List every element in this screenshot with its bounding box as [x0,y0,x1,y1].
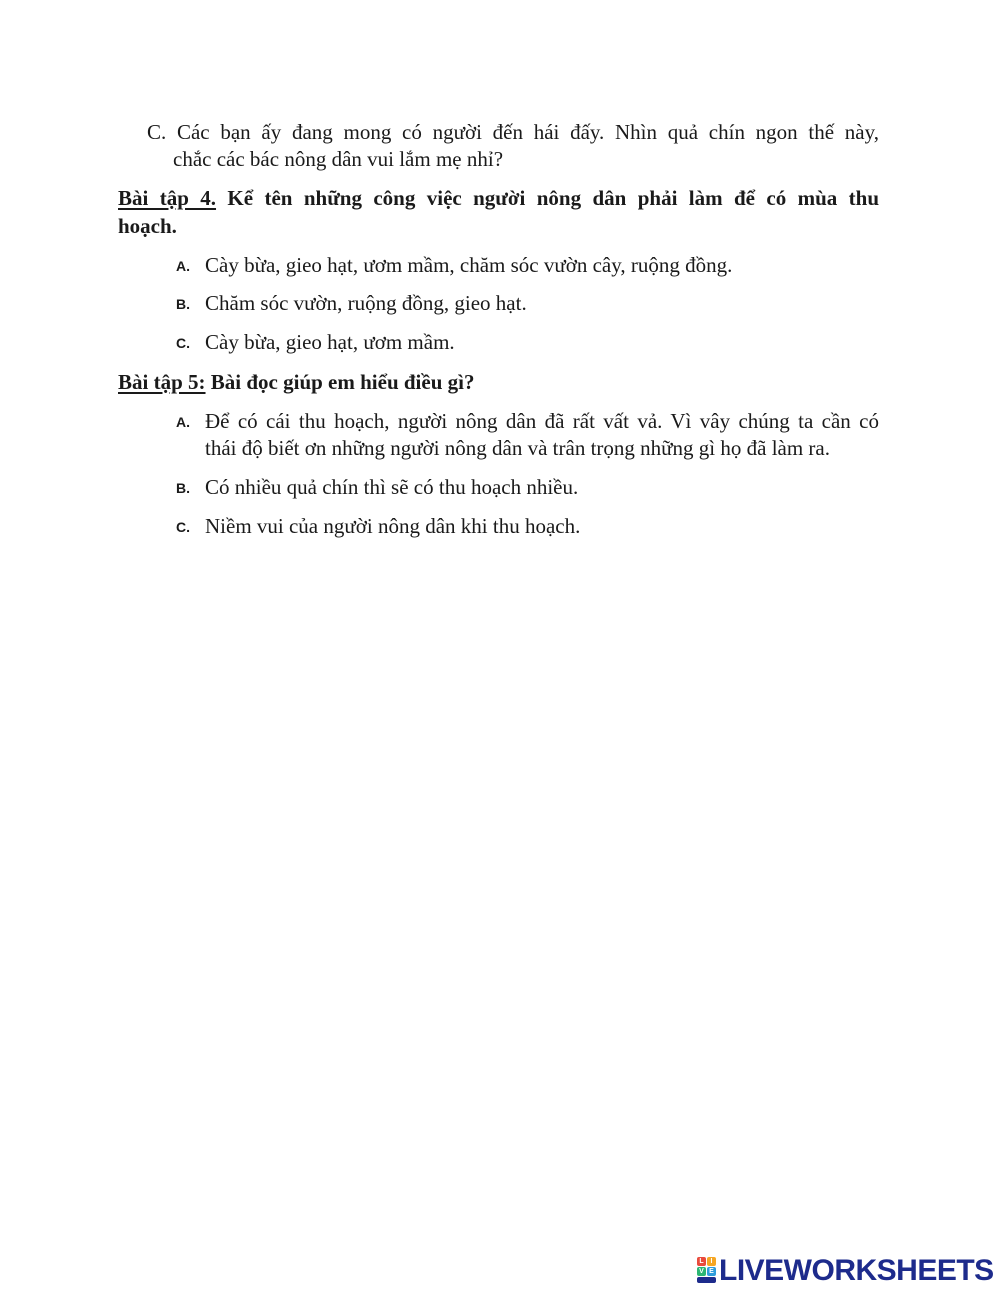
q3-option-c-line2: chắc các bác nông dân vui lắm mẹ nhỉ? [173,147,504,171]
q5-option-c-letter: C. [176,519,190,535]
logo-mark-e: E [707,1267,716,1276]
q5-label: Bài tập 5: [118,370,206,394]
q4-option-a-text: Cày bừa, gieo hạt, ươm mầm, chăm sóc vườn cây, ruộng đồng. [205,253,733,277]
q4-option-b-letter: B. [176,296,190,312]
q4-option-b-text: Chăm sóc vườn, ruộng đồng, gieo hạt. [205,291,527,315]
q5-question: Bài đọc giúp em hiểu điều gì? [205,370,475,394]
q4-question: Kể tên những công việc người nông dân phải làm để có mùa thu [216,186,879,210]
logo-mark-bar [697,1277,716,1283]
q4-option-c-text: Cày bừa, gieo hạt, ươm mầm. [205,330,455,354]
liveworksheets-logo [697,1254,994,1288]
q5-option-b-text: Có nhiều quả chín thì sẽ có thu hoạch nhiều. [205,475,579,499]
logo-mark-l: L [697,1257,706,1266]
logo-mark-i: I [707,1257,716,1266]
q5-option-a-line2: thái độ biết ơn những người nông dân và trân trọng những gì họ đã làm ra. [205,436,830,460]
q5-option-c-text: Niềm vui của người nông dân khi thu hoạch. [205,514,581,538]
q5-option-a-letter: A. [176,414,190,430]
q4-option-a-letter: A. [176,258,190,274]
q3-option-c-line1: C. Các bạn ấy đang mong có người đến hái đấy. Nhìn quả chín ngon thế này, [147,120,879,144]
q4-heading-line2: hoạch. [118,214,177,238]
liveworksheets-logo-icon [697,1256,717,1286]
liveworksheets-logo-text: LIVEWORKSHEETS [719,1254,994,1287]
logo-mark-v: V [697,1267,706,1276]
q4-label: Bài tập 4. [118,186,217,210]
q5-option-a-line1: Để có cái thu hoạch, người nông dân đã rất vất vả. Vì vây chúng ta cần có [205,409,879,433]
q5-heading [118,368,474,396]
q4-option-c-letter: C. [176,335,190,351]
q4-heading [118,184,879,212]
q5-option-b-letter: B. [176,480,190,496]
